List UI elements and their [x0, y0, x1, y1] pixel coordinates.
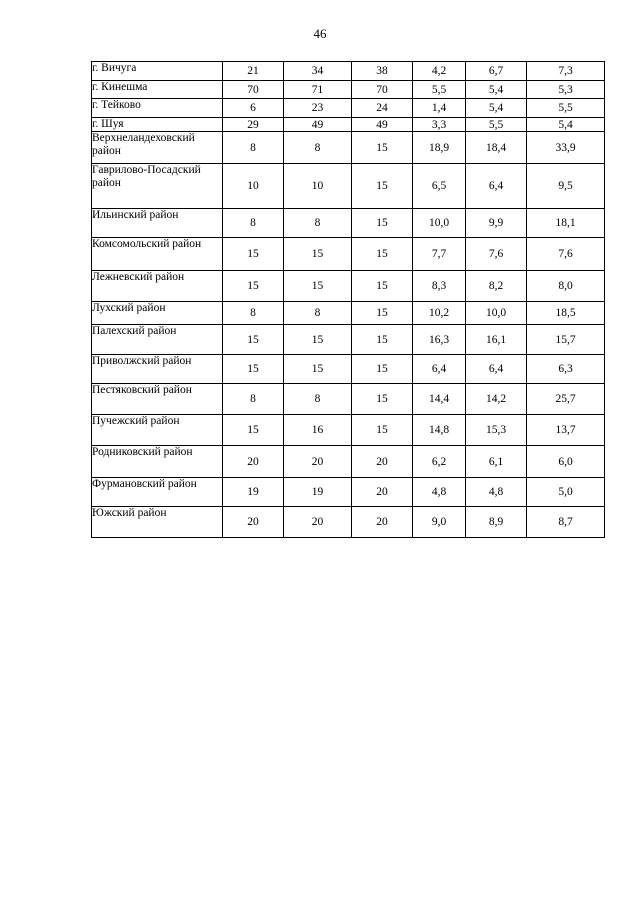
row-label: Пучежский район: [92, 415, 223, 446]
table-cell: 15: [352, 302, 413, 325]
table-cell: 15: [352, 209, 413, 238]
table-cell: 16,3: [413, 325, 466, 355]
table-cell: 10,0: [466, 302, 527, 325]
table-cell: 16,1: [466, 325, 527, 355]
table-cell: 15: [223, 355, 284, 384]
table-cell: 49: [352, 118, 413, 132]
table-cell: 34: [284, 62, 352, 81]
table-row: [92, 99, 605, 118]
row-label: Пестяковский район: [92, 384, 223, 415]
table-cell: 5,5: [466, 118, 527, 132]
table-cell: 15: [223, 271, 284, 302]
table-cell: 18,5: [527, 302, 605, 325]
row-label: Верхнеландеховский район: [92, 132, 223, 164]
table-cell: 4,8: [413, 478, 466, 507]
row-label: Лухский район: [92, 302, 223, 325]
row-label: Приволжский район: [92, 355, 223, 384]
table-cell: 6,4: [413, 355, 466, 384]
table-cell: 70: [223, 81, 284, 99]
table-cell: 14,8: [413, 415, 466, 446]
table-row: [92, 478, 605, 507]
table-row: [92, 164, 605, 209]
page-number: 46: [313, 26, 327, 41]
row-label: Южский район: [92, 507, 223, 538]
table-row: [92, 238, 605, 271]
table-cell: 21: [223, 62, 284, 81]
table-cell: 9,0: [413, 507, 466, 538]
table-cell: 6,1: [466, 446, 527, 478]
row-label: г. Вичуга: [92, 62, 223, 81]
table-cell: 15: [284, 355, 352, 384]
table-cell: 10: [284, 164, 352, 209]
table-cell: 71: [284, 81, 352, 99]
table-cell: 5,5: [527, 99, 605, 118]
table-cell: 20: [284, 446, 352, 478]
table-cell: 14,2: [466, 384, 527, 415]
table-cell: 8: [284, 132, 352, 164]
table-row: [92, 446, 605, 478]
table-cell: 5,0: [527, 478, 605, 507]
row-label: Ильинский район: [92, 209, 223, 238]
table-cell: 25,7: [527, 384, 605, 415]
table-cell: 8: [284, 384, 352, 415]
table-cell: 8: [223, 384, 284, 415]
table-cell: 15: [352, 415, 413, 446]
table-row: [92, 302, 605, 325]
table-cell: 15: [223, 325, 284, 355]
table-cell: 33,9: [527, 132, 605, 164]
table-cell: 7,6: [527, 238, 605, 271]
row-label: Фурмановский район: [92, 478, 223, 507]
table-cell: 3,3: [413, 118, 466, 132]
table-cell: 16: [284, 415, 352, 446]
row-label: г. Шуя: [92, 118, 223, 132]
table-cell: 15: [284, 325, 352, 355]
table-row: [92, 325, 605, 355]
table-cell: 8: [223, 132, 284, 164]
row-label: г. Тейково: [92, 99, 223, 118]
table-cell: 8,9: [466, 507, 527, 538]
table-cell: 15: [223, 238, 284, 271]
table-cell: 19: [284, 478, 352, 507]
table-cell: 6,3: [527, 355, 605, 384]
table-cell: 15,3: [466, 415, 527, 446]
row-label: Комсомольский район: [92, 238, 223, 271]
data-table: [91, 61, 605, 538]
row-label: г. Кинешма: [92, 81, 223, 99]
table-cell: 18,9: [413, 132, 466, 164]
table-cell: 6,4: [466, 355, 527, 384]
table-cell: 5,3: [527, 81, 605, 99]
table-cell: 8: [284, 302, 352, 325]
table-cell: 24: [352, 99, 413, 118]
table-cell: 5,5: [413, 81, 466, 99]
table-cell: 7,3: [527, 62, 605, 81]
table-cell: 15: [352, 132, 413, 164]
row-label: Лежневский район: [92, 271, 223, 302]
table-row: [92, 132, 605, 164]
table-cell: 9,9: [466, 209, 527, 238]
table-cell: 8: [284, 209, 352, 238]
table-cell: 13,7: [527, 415, 605, 446]
table-cell: 19: [223, 478, 284, 507]
table-row: [92, 209, 605, 238]
table-cell: 6,2: [413, 446, 466, 478]
table-cell: 8: [223, 302, 284, 325]
table-cell: 5,4: [527, 118, 605, 132]
table-cell: 15: [352, 325, 413, 355]
table-cell: 15: [352, 238, 413, 271]
table-cell: 7,6: [466, 238, 527, 271]
table-cell: 1,4: [413, 99, 466, 118]
table-cell: 8,3: [413, 271, 466, 302]
table-cell: 15: [352, 164, 413, 209]
table-cell: 15: [223, 415, 284, 446]
table-cell: 23: [284, 99, 352, 118]
table-cell: 7,7: [413, 238, 466, 271]
table-cell: 10,0: [413, 209, 466, 238]
table-cell: 18,1: [527, 209, 605, 238]
table-row: [92, 118, 605, 132]
table-cell: 6,0: [527, 446, 605, 478]
table-cell: 6,4: [466, 164, 527, 209]
table-row: [92, 507, 605, 538]
table-cell: 15: [284, 271, 352, 302]
table-cell: 8: [223, 209, 284, 238]
table-cell: 4,8: [466, 478, 527, 507]
table-cell: 20: [223, 446, 284, 478]
table-cell: 15: [352, 355, 413, 384]
table-cell: 10,2: [413, 302, 466, 325]
table-cell: 20: [284, 507, 352, 538]
table-cell: 8,2: [466, 271, 527, 302]
table-cell: 9,5: [527, 164, 605, 209]
table-cell: 8,0: [527, 271, 605, 302]
table-cell: 6,7: [466, 62, 527, 81]
table-cell: 49: [284, 118, 352, 132]
row-label: Гаврилово-Посадский район: [92, 164, 223, 209]
row-label: Палехский район: [92, 325, 223, 355]
table-cell: 20: [352, 507, 413, 538]
table-cell: 10: [223, 164, 284, 209]
table-cell: 20: [352, 478, 413, 507]
table-row: [92, 81, 605, 99]
table-row: [92, 62, 605, 81]
table-cell: 38: [352, 62, 413, 81]
table-cell: 4,2: [413, 62, 466, 81]
table-row: [92, 271, 605, 302]
table-cell: 20: [223, 507, 284, 538]
table-cell: 15,7: [527, 325, 605, 355]
table-cell: 8,7: [527, 507, 605, 538]
table-row: [92, 355, 605, 384]
table-row: [92, 415, 605, 446]
table-cell: 5,4: [466, 99, 527, 118]
table-cell: 18,4: [466, 132, 527, 164]
table-cell: 15: [352, 271, 413, 302]
table-cell: 15: [352, 384, 413, 415]
table-cell: 6,5: [413, 164, 466, 209]
table-cell: 15: [284, 238, 352, 271]
table-cell: 5,4: [466, 81, 527, 99]
table-cell: 20: [352, 446, 413, 478]
table-cell: 6: [223, 99, 284, 118]
table-cell: 70: [352, 81, 413, 99]
table-cell: 29: [223, 118, 284, 132]
row-label: Родниковский район: [92, 446, 223, 478]
table-cell: 14,4: [413, 384, 466, 415]
table-row: [92, 384, 605, 415]
